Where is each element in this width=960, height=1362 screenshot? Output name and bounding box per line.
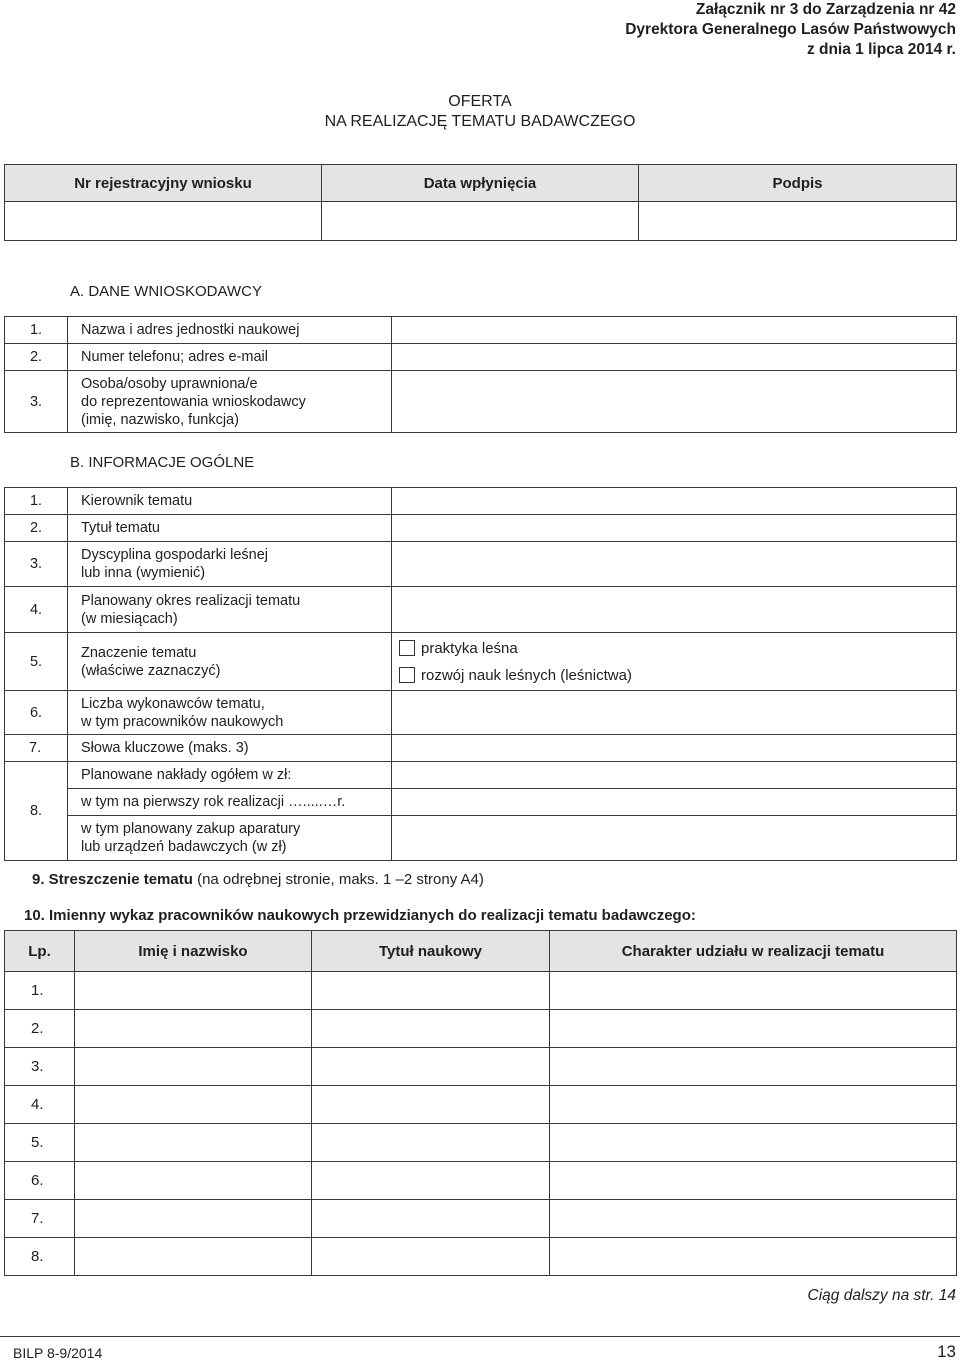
title-line-1: OFERTA bbox=[448, 93, 512, 110]
page-number: 13 bbox=[937, 1342, 956, 1361]
contact-field[interactable] bbox=[392, 344, 957, 371]
discipline-label-line-1: Dyscyplina gospodarki leśnej bbox=[81, 547, 268, 563]
row-number: 1. bbox=[5, 972, 75, 1010]
row-number: 6. bbox=[5, 1162, 75, 1200]
title-cell[interactable] bbox=[312, 1010, 550, 1048]
name-cell[interactable] bbox=[75, 1124, 312, 1162]
section-b-row-7 bbox=[5, 735, 957, 762]
name-cell[interactable] bbox=[75, 1162, 312, 1200]
section-b-row-3 bbox=[5, 542, 957, 587]
title-cell[interactable] bbox=[312, 1124, 550, 1162]
project-title-field[interactable] bbox=[392, 515, 957, 542]
equipment-costs-label bbox=[68, 816, 392, 861]
contact-label: Numer telefonu; adres e-mail bbox=[68, 344, 392, 371]
discipline-label bbox=[68, 542, 392, 587]
option-forest-science-label: rozwój nauk leśnych (leśnictwa) bbox=[421, 666, 632, 684]
representative-field[interactable] bbox=[392, 371, 957, 433]
header-role: Charakter udziału w realizacji tematu bbox=[550, 931, 957, 972]
title-cell[interactable] bbox=[312, 1086, 550, 1124]
abstract-instruction bbox=[32, 871, 484, 888]
section-a-row-3 bbox=[5, 371, 957, 433]
table-row bbox=[5, 1162, 957, 1200]
row-number: 6. bbox=[5, 691, 68, 735]
checkbox-icon[interactable] bbox=[399, 640, 415, 656]
contractors-field[interactable] bbox=[392, 691, 957, 735]
row-number: 1. bbox=[5, 317, 68, 344]
receipt-date-header: Data wpłynięcia bbox=[322, 165, 639, 202]
section-a-table bbox=[4, 316, 957, 433]
table-row bbox=[5, 1086, 957, 1124]
equipment-costs-field[interactable] bbox=[392, 816, 957, 861]
receipt-date-field[interactable] bbox=[322, 202, 639, 241]
equipment-costs-label-line-1: w tym planowany zakup aparatury bbox=[81, 821, 301, 837]
equipment-costs-label-line-2: lub urządzeń badawczych (w zł) bbox=[81, 839, 287, 855]
annex-line-3: z dnia 1 lipca 2014 r. bbox=[806, 41, 956, 58]
registration-table bbox=[4, 164, 957, 241]
project-title-label: Tytuł tematu bbox=[68, 515, 392, 542]
title-cell[interactable] bbox=[312, 1238, 550, 1276]
representative-label bbox=[68, 371, 392, 433]
name-cell[interactable] bbox=[75, 1086, 312, 1124]
document-title bbox=[0, 92, 960, 132]
option-forest-practice-label: praktyka leśna bbox=[421, 639, 518, 657]
registration-number-field[interactable] bbox=[5, 202, 322, 241]
row-number: 5. bbox=[5, 633, 68, 691]
row-number: 2. bbox=[5, 515, 68, 542]
row-number: 4. bbox=[5, 587, 68, 633]
duration-field[interactable] bbox=[392, 587, 957, 633]
footer-publication: BILP 8-9/2014 bbox=[13, 1345, 103, 1361]
role-cell[interactable] bbox=[550, 1200, 957, 1238]
role-cell[interactable] bbox=[550, 1010, 957, 1048]
institution-field[interactable] bbox=[392, 317, 957, 344]
checkbox-icon[interactable] bbox=[399, 667, 415, 683]
title-cell[interactable] bbox=[312, 1048, 550, 1086]
section-a-row-1 bbox=[5, 317, 957, 344]
header-lp: Lp. bbox=[5, 931, 75, 972]
row-number: 7. bbox=[5, 1200, 75, 1238]
role-cell[interactable] bbox=[550, 972, 957, 1010]
table-row bbox=[5, 1048, 957, 1086]
role-cell[interactable] bbox=[550, 1162, 957, 1200]
name-cell[interactable] bbox=[75, 1238, 312, 1276]
row-number: 2. bbox=[5, 1010, 75, 1048]
title-cell[interactable] bbox=[312, 1200, 550, 1238]
table-row bbox=[5, 972, 957, 1010]
row-number: 3. bbox=[5, 542, 68, 587]
option-forest-practice[interactable] bbox=[392, 635, 956, 662]
annex-line-1: Załącznik nr 3 do Zarządzenia nr 42 bbox=[695, 1, 956, 18]
row-number: 3. bbox=[5, 371, 68, 433]
representative-label-line-3: (imię, nazwisko, funkcja) bbox=[81, 411, 239, 428]
row-number: 7. bbox=[5, 735, 68, 762]
section-b-row-2 bbox=[5, 515, 957, 542]
significance-label bbox=[68, 633, 392, 691]
footer-divider bbox=[0, 1336, 960, 1337]
keywords-label: Słowa kluczowe (maks. 3) bbox=[68, 735, 392, 762]
signature-header: Podpis bbox=[639, 165, 957, 202]
project-leader-field[interactable] bbox=[392, 488, 957, 515]
institution-label: Nazwa i adres jednostki naukowej bbox=[68, 317, 392, 344]
row-number: 3. bbox=[5, 1048, 75, 1086]
duration-label-line-2: (w miesiącach) bbox=[81, 610, 178, 627]
title-line-2: NA REALIZACJĘ TEMATU BADAWCZEGO bbox=[324, 113, 636, 130]
annex-header bbox=[625, 0, 956, 60]
abstract-instruction-bold: 9. Streszczenie tematu bbox=[32, 871, 193, 888]
continuation-note: Ciąg dalszy na str. 14 bbox=[807, 1287, 956, 1304]
contractors-label bbox=[68, 691, 392, 735]
contractors-label-line-1: Liczba wykonawców tematu, bbox=[81, 695, 265, 712]
first-year-costs-label: w tym na pierwszy rok realizacji ….....…r. bbox=[68, 789, 392, 816]
option-forest-science[interactable] bbox=[392, 662, 956, 689]
section-b-row-8a bbox=[5, 762, 957, 789]
discipline-field[interactable] bbox=[392, 542, 957, 587]
signature-field[interactable] bbox=[639, 202, 957, 241]
significance-label-line-1: Znaczenie tematu bbox=[81, 644, 197, 661]
total-costs-label: Planowane nakłady ogółem w zł: bbox=[68, 762, 392, 789]
section-b-row-1 bbox=[5, 488, 957, 515]
name-cell[interactable] bbox=[75, 1010, 312, 1048]
staff-table bbox=[4, 930, 957, 1276]
row-number: 5. bbox=[5, 1124, 75, 1162]
section-b-row-5 bbox=[5, 633, 957, 691]
section-b-table bbox=[4, 487, 957, 861]
keywords-field[interactable] bbox=[392, 735, 957, 762]
duration-label-line-1: Planowany okres realizacji tematu bbox=[81, 592, 301, 609]
title-cell[interactable] bbox=[312, 1162, 550, 1200]
header-title: Tytuł naukowy bbox=[312, 931, 550, 972]
table-row bbox=[5, 1238, 957, 1276]
section-b-row-6 bbox=[5, 691, 957, 735]
role-cell[interactable] bbox=[550, 1124, 957, 1162]
staff-table-header bbox=[5, 931, 957, 972]
representative-label-line-2: do reprezentowania wnioskodawcy bbox=[81, 393, 306, 410]
row-number: 4. bbox=[5, 1086, 75, 1124]
discipline-label-line-2: lub inna (wymienić) bbox=[81, 565, 206, 581]
project-leader-label: Kierownik tematu bbox=[68, 488, 392, 515]
representative-label-line-1: Osoba/osoby uprawniona/e bbox=[81, 375, 258, 392]
section-a-heading: A. DANE WNIOSKODAWCY bbox=[70, 283, 262, 300]
section-b-heading: B. INFORMACJE OGÓLNE bbox=[70, 454, 255, 471]
table-row bbox=[5, 1200, 957, 1238]
title-cell[interactable] bbox=[312, 972, 550, 1010]
section-b-row-4 bbox=[5, 587, 957, 633]
contractors-label-line-2: w tym pracowników naukowych bbox=[81, 713, 284, 730]
registration-number-header: Nr rejestracyjny wniosku bbox=[5, 165, 322, 202]
table-row bbox=[5, 1010, 957, 1048]
name-cell[interactable] bbox=[75, 972, 312, 1010]
row-number: 1. bbox=[5, 488, 68, 515]
significance-label-line-2: (właściwe zaznaczyć) bbox=[81, 662, 221, 679]
staff-list-heading: 10. Imienny wykaz pracowników naukowych przewidzianych do realizacji tematu badawczego: bbox=[24, 907, 696, 924]
table-row bbox=[5, 1124, 957, 1162]
abstract-instruction-normal: (na odrębnej stronie, maks. 1 –2 strony A4) bbox=[192, 871, 484, 888]
section-a-row-2 bbox=[5, 344, 957, 371]
first-year-costs-field[interactable] bbox=[392, 789, 957, 816]
row-number: 8. bbox=[5, 762, 68, 861]
name-cell[interactable] bbox=[75, 1200, 312, 1238]
row-number: 2. bbox=[5, 344, 68, 371]
significance-options bbox=[392, 633, 957, 691]
role-cell[interactable] bbox=[550, 1238, 957, 1276]
section-b-row-8c bbox=[5, 816, 957, 861]
section-b-row-8b bbox=[5, 789, 957, 816]
name-cell[interactable] bbox=[75, 1048, 312, 1086]
total-costs-field[interactable] bbox=[392, 762, 957, 789]
duration-label bbox=[68, 587, 392, 633]
row-number: 8. bbox=[5, 1238, 75, 1276]
role-cell[interactable] bbox=[550, 1086, 957, 1124]
role-cell[interactable] bbox=[550, 1048, 957, 1086]
annex-line-2: Dyrektora Generalnego Lasów Państwowych bbox=[625, 21, 956, 38]
header-name: Imię i nazwisko bbox=[75, 931, 312, 972]
